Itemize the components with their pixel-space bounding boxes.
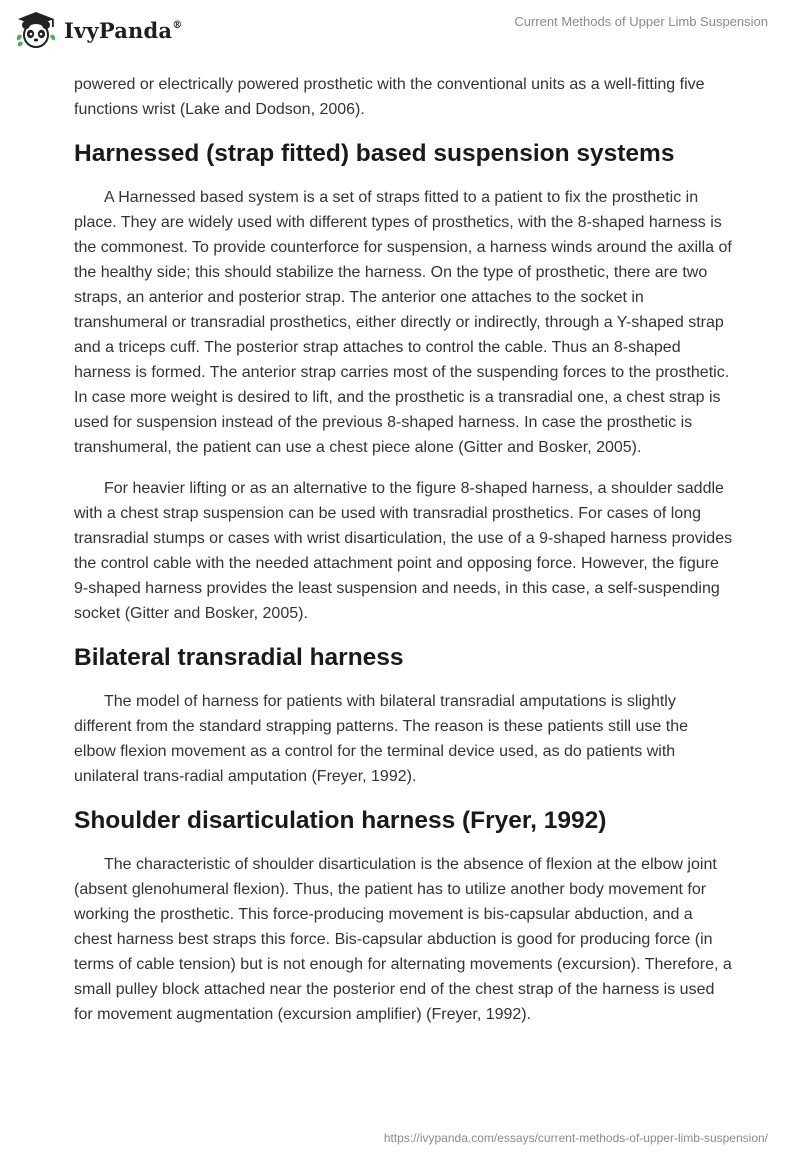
source-url-link[interactable]: https://ivypanda.com/essays/current-methods-of-upper-limb-suspension/ xyxy=(383,1131,768,1145)
paragraph: The model of harness for patients with bilateral transradial amputations is slightly different from the standard strapping patterns. The reason is these patients still use the elbow flexion movement as a control for the terminal device used, as do patients with unilateral trans-radial amputation (Freyer, 1992). xyxy=(74,693,688,785)
paragraph: For heavier lifting or as an alternative to the figure 8-shaped harness, a shoulder saddle with a chest strap suspension can be used with transradial prosthetics. For cases of long transradial stumps or cases with wrist disarticulation, the use of a 9-shaped harness provides the control cable with the needed attachment point and opposing force. However, the figure 9-shaped harness provides the least suspension and needs, in this case, a self-suspending socket (Gitter and Bosker, 2005). xyxy=(74,480,733,622)
paragraph: A Harnessed based system is a set of straps fitted to a patient to fix the prosthetic in place. They are widely used with different types of prosthetics, with the 8-shaped harness is the commonest. To provide counterforce for suspension, a harness winds around the axilla of the healthy side; this should stabilize the harness. On the type of prosthetic, there are two straps, an anterior and posterior strap. The anterior one attaches to the socket in transhumeral or transradial prosthetics, either directly or indirectly, through a Y-shaped strap and a triceps cuff. The posterior strap attaches to control the cable. Thus an 8-shaped harness is formed. The anterior strap carries most of the suspending forces to the prosthetic. In case more weight is desired to lift, and the prosthetic is a transradial one, a chest strap is used for suspension instead of the previous 8-shaped harness. In case the prosthetic is transhumeral, the patient can use a chest piece alone (Gitter and Bosker, 2005). xyxy=(74,189,732,456)
page-header xyxy=(0,0,800,60)
section-heading-harnessed: Harnessed (strap fitted) based suspension systems xyxy=(74,140,675,167)
paragraph: The characteristic of shoulder disarticulation is the absence of flexion at the elbow joint (absent glenohumeral flexion). Thus, the patient has to utilize another body movement for working the prosthetic. This force-producing movement is bis-capsular abduction, and a chest harness best straps this force. Bis-capsular abduction is good for producing force (in terms of cable tension) but is not enough for alternating movements (excursion). Therefore, a small pulley block attached near the posterior end of the chest strap of the harness is used for movement augmentation (excursion amplifier) (Freyer, 1992). xyxy=(74,856,732,1023)
essay-body xyxy=(74,72,734,1043)
ivypanda-logo[interactable] xyxy=(14,10,182,50)
paragraph-continued: powered or electrically powered prosthetic with the conventional units as a well-fitting five functions wrist (Lake and Dodson, 2006). xyxy=(74,76,705,118)
panda-logo-icon xyxy=(14,10,58,50)
running-title: Current Methods of Upper Limb Suspension xyxy=(514,14,768,29)
section-heading-shoulder: Shoulder disarticulation harness (Fryer, 1992) xyxy=(74,807,607,834)
brand-name: IvyPanda® xyxy=(64,17,183,43)
section-heading-bilateral: Bilateral transradial harness xyxy=(74,644,404,671)
